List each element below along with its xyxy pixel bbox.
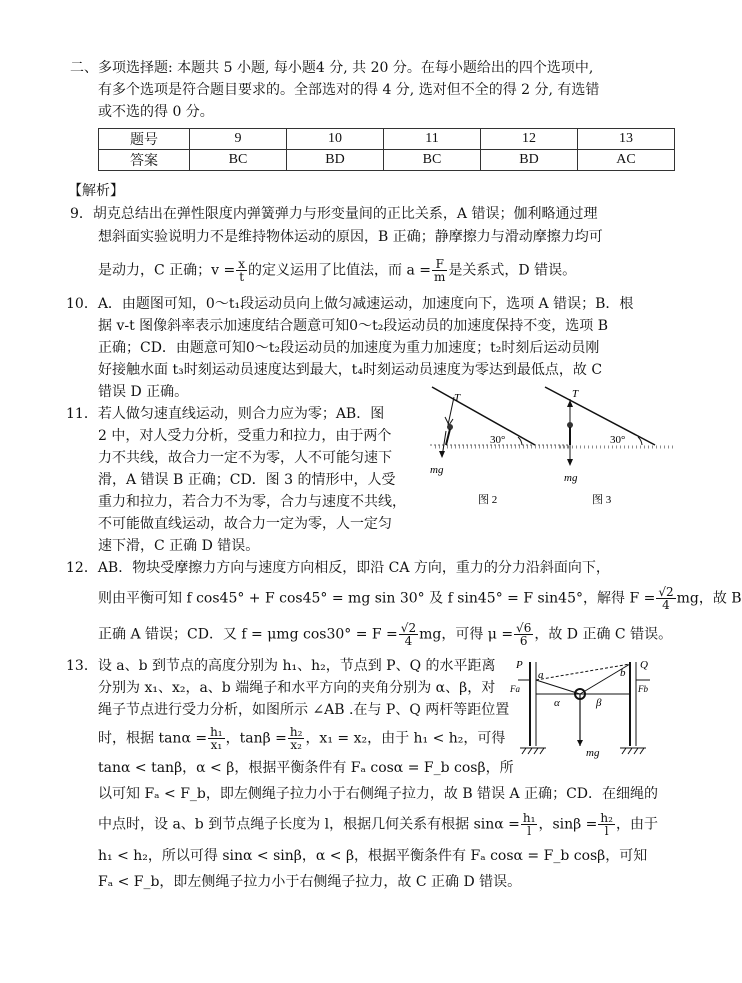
numerator: h₁	[522, 811, 536, 825]
table-answer: BD	[287, 150, 384, 171]
numerator: F	[432, 258, 447, 271]
q11-line-7: 速下滑，C 正确 D 错误。	[98, 538, 260, 554]
numerator: h₂	[289, 725, 303, 739]
fig2-mg-label: mg	[430, 464, 444, 476]
denominator: t	[239, 270, 245, 284]
table-answer: BC	[384, 150, 481, 171]
numerator: h₁	[210, 725, 223, 739]
numerator: x	[238, 257, 246, 271]
fraction	[656, 586, 675, 611]
analysis-title: 【解析】	[68, 183, 124, 199]
table-number: 13	[578, 129, 675, 150]
table-row	[99, 129, 675, 150]
answer-table	[98, 128, 675, 171]
q11-line-1: 11．若人做匀速直线运动，则合力应为零；AB．图	[66, 406, 385, 422]
q13-line-5: tanα < tanβ，α < β，根据平衡条件有 Fₐ cosα = F_b cosβ，所	[98, 760, 514, 776]
q13-line-9: Fₐ < F_b，即左侧绳子拉力小于右侧绳子拉力，故 C 正确 D 错误。	[98, 874, 522, 890]
fraction	[514, 622, 533, 647]
section-line-2: 有多个选项是符合题目要求的。全部选对的得 4 分, 选对但不全的得 2 分, 有选错	[98, 82, 600, 98]
figure-3	[545, 387, 675, 506]
q13-line-7	[98, 812, 658, 837]
figure-13	[510, 654, 660, 762]
fraction	[288, 726, 305, 751]
q11-line-6: 不可能做直线运动，故合力一定为零，人一定匀	[98, 516, 392, 532]
fig13-P: P	[516, 659, 523, 671]
fraction	[236, 258, 247, 283]
q12-line-2	[98, 586, 742, 611]
q9-text: 是动力，C 正确；v =	[98, 262, 236, 279]
q9-text: 的定义运用了比值法，而 a =	[248, 262, 432, 279]
q12-text: mg，故 B	[676, 590, 742, 607]
denominator: x₂	[290, 738, 302, 752]
numerator: √6	[516, 621, 532, 635]
fraction	[399, 622, 418, 647]
numerator: √2	[658, 585, 674, 599]
q11-line-3: 力不共线，故合力一定不为零，人不可能匀速下	[98, 450, 392, 466]
fig13-a: a	[538, 669, 544, 681]
fraction	[521, 812, 538, 837]
fig13-alpha: α	[554, 697, 560, 709]
fig2-angle: 30°	[490, 434, 506, 446]
q9-line-1: 9．胡克总结出在弹性限度内弹簧弹力与形变量间的正比关系，A 错误；伽利略通过理	[70, 206, 598, 222]
q10-line-4: 好接触水面 t₃时刻运动员速度达到最大，t₄时刻运动员速度为零达到最低点，故 C	[98, 362, 603, 378]
q9-line-2: 想斜面实验说明力不是维持物体运动的原因，B 正确；静摩擦力与滑动摩擦力均可	[98, 229, 603, 245]
numerator: h₂	[600, 811, 613, 825]
q12-text: mg，可得 μ =	[419, 626, 514, 643]
fig2-caption: 图 2	[478, 494, 498, 506]
q12-text: 则由平衡可知 f cos45° + F cos45° = mg sin 30° 及 f sin45° = F sin45°，解得 F =	[98, 590, 656, 607]
figure-2	[430, 387, 570, 506]
table-number: 10	[287, 129, 384, 150]
fig13-beta: β	[596, 697, 602, 709]
q10-line-1: 10．A．由题图可知，0～t₁段运动员向上做匀减速运动，加速度向下，选项 A 错误；B．根	[66, 296, 634, 312]
q13-line-4	[98, 726, 505, 751]
table-number: 12	[481, 129, 578, 150]
denominator: x₁	[210, 738, 223, 752]
q12-line-3	[98, 622, 672, 647]
fig13-mg: mg	[586, 747, 600, 759]
denominator: 4	[662, 598, 670, 612]
table-number: 11	[384, 129, 481, 150]
q11-line-4: 滑，A 错误 B 正确；CD．图 3 的情形中，人受	[98, 472, 396, 488]
q12-line-1: 12．AB．物块受摩擦力方向与速度方向相反，即沿 CA 方向，重力的分力沿斜面向下，	[66, 560, 610, 576]
fig13-Fb: Fb	[638, 684, 648, 694]
numerator: √2	[400, 621, 417, 635]
fig3-mg-label: mg	[564, 472, 578, 484]
denominator: l	[527, 824, 532, 838]
fig3-T-label: T	[572, 388, 579, 400]
q13-line-6: 以可知 Fₐ < F_b，即左侧绳子拉力小于右侧绳子拉力，故 B 错误 A 正确；CD．在细绳的	[98, 786, 659, 802]
table-header-label: 题号	[99, 129, 190, 150]
fig3-angle: 30°	[610, 434, 626, 446]
q9-text: 是关系式，D 错误。	[448, 262, 577, 279]
q12-text: 正确 A 错误；CD．又 f = μmg cos30° = F =	[98, 626, 398, 643]
q13-text: 时，根据 tanα =	[98, 730, 208, 747]
q13-line-3: 绳子节点进行受力分析，如图所示 ∠AB .在与 P、Q 两杆等距位置	[98, 702, 510, 718]
fig3-caption: 图 3	[592, 494, 612, 506]
denominator: 4	[404, 634, 413, 648]
table-answer: AC	[578, 150, 675, 171]
q11-line-2: 2 中，对人受力分析，受重力和拉力，由于两个	[98, 428, 392, 444]
fraction	[208, 726, 225, 751]
table-row	[99, 150, 675, 171]
section-line-3: 或不选的得 0 分。	[98, 104, 214, 120]
section-line-1: 二、多项选择题: 本题共 5 小题, 每小题4 分, 共 20 分。在每小题给出的四个选项中,	[70, 60, 594, 76]
q12-text: ，故 D 正确 C 错误。	[534, 626, 673, 643]
denominator: m	[434, 270, 446, 284]
figure-2-3	[420, 385, 680, 515]
q13-text: ，由于	[615, 816, 658, 833]
q13-text: 中点时，设 a、b 到节点绳子长度为 l，根据几何关系有根据 sinα =	[98, 816, 520, 833]
table-answer: BD	[481, 150, 578, 171]
q13-text: ，x₁ = x₂，由于 h₁ < h₂，可得	[305, 730, 506, 747]
q9-line-3	[98, 258, 576, 283]
q11-line-5: 重力和拉力，若合力不为零，合力与速度不共线，	[98, 494, 406, 510]
q13-text: ，tanβ =	[225, 730, 287, 747]
q13-text: ，sinβ =	[538, 816, 598, 833]
fig13-b: b	[620, 667, 626, 679]
q10-line-2: 据 v-t 图像斜率表示加速度结合题意可知0～t₂段运动员的加速度保持不变，选项 B	[98, 318, 609, 334]
fig2-T-label: T	[454, 392, 461, 404]
q13-line-8: h₁ < h₂，所以可得 sinα < sinβ，α < β，根据平衡条件有 Fₐ cosα = F_b cosβ，可知	[98, 848, 648, 864]
fraction	[598, 812, 615, 837]
fraction	[432, 258, 447, 283]
table-answer: BC	[190, 150, 287, 171]
table-number: 9	[190, 129, 287, 150]
fig13-Fa: Fa	[510, 684, 520, 694]
denominator: l	[604, 824, 609, 838]
q13-line-2: 分别为 x₁、x₂，a、b 端绳子和水平方向的夹角分别为 α、β，对	[98, 680, 496, 696]
q13-line-1: 13．设 a、b 到节点的高度分别为 h₁、h₂，节点到 P、Q 的水平距离	[66, 658, 496, 674]
fig13-Q: Q	[640, 659, 648, 671]
denominator: 6	[519, 634, 528, 648]
q10-line-5: 错误 D 正确。	[98, 384, 189, 400]
q10-line-3: 正确；CD．由题意可知0～t₂段运动员的加速度为重力加速度；t₂时刻后运动员刚	[98, 340, 600, 356]
table-answer-label: 答案	[99, 150, 190, 171]
